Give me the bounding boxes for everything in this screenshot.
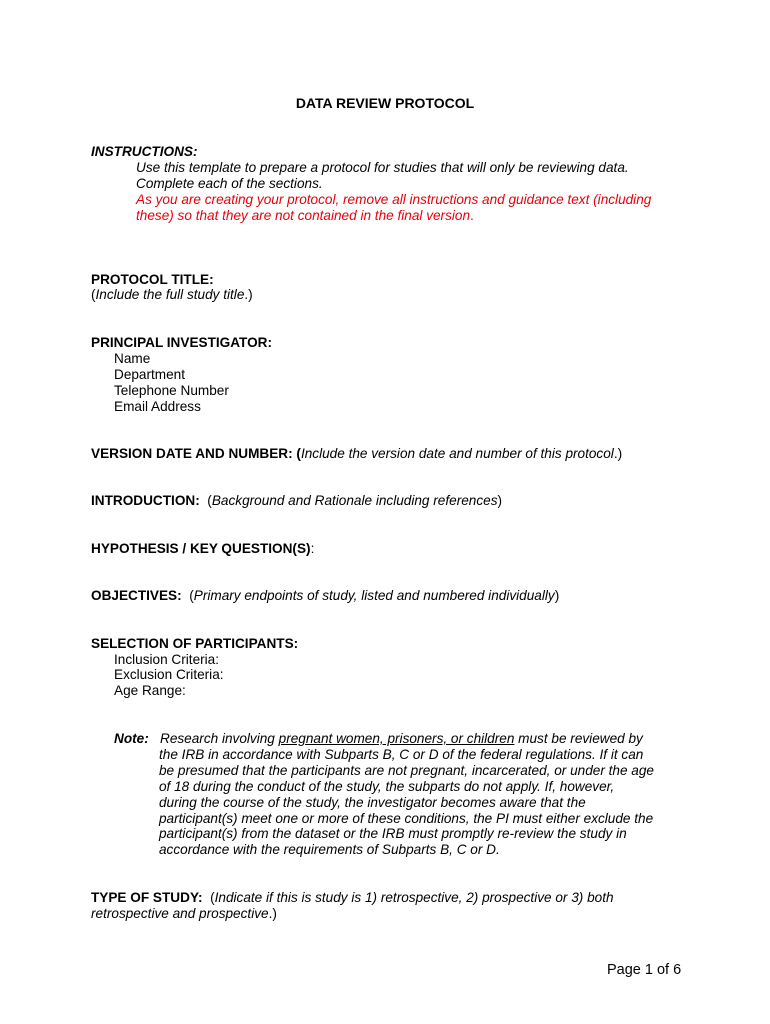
instructions-warning-line-1: As you are creating your protocol, remove all instructions and guidance text (including <box>136 192 652 207</box>
pi-item-department: Department <box>114 367 186 382</box>
paren-open: ( <box>202 890 215 905</box>
version-section <box>91 446 622 462</box>
instructions-line-2: Complete each of the sections. <box>136 176 323 191</box>
introduction-label: INTRODUCTION: <box>91 493 200 508</box>
pi-item-telephone: Telephone Number <box>114 383 229 398</box>
hypothesis-section <box>91 541 314 557</box>
type-of-study-section <box>91 890 614 906</box>
protocol-title-label: PROTOCOL TITLE: <box>91 272 214 287</box>
note-line: the IRB in accordance with Subparts B, C or D of the federal regulations. If it can <box>159 747 644 762</box>
colon: : <box>310 541 315 556</box>
note-line: during the course of the study, the investigator becomes aware that the <box>159 795 586 810</box>
note-line: participant(s) meet one or more of these conditions, the PI must either exclude the <box>159 811 654 826</box>
paren-open: ( <box>91 287 96 302</box>
instructions-line-1: Use this template to prepare a protocol for studies that will only be reviewing data. <box>136 160 629 175</box>
note-line: be presumed that the participants are not pregnant, incarcerated, or under the age <box>159 763 654 778</box>
guidance-text: Include the full study title <box>95 287 245 302</box>
objectives-section <box>91 588 559 604</box>
paren-close: .) <box>244 287 253 302</box>
objectives-label: OBJECTIVES: <box>91 588 182 603</box>
introduction-section <box>91 493 502 509</box>
selection-item-exclusion: Exclusion Criteria: <box>114 667 224 682</box>
note-underlined-text: pregnant women, prisoners, or children <box>278 731 515 746</box>
paren-open: ( <box>199 493 212 508</box>
selection-label: SELECTION OF PARTICIPANTS: <box>91 636 299 651</box>
selection-item-age-range: Age Range: <box>114 683 186 698</box>
introduction-guidance: Background and Rationale including references <box>211 493 498 508</box>
note-line: participant(s) from the dataset or the IRB must promptly re-review the study in <box>159 826 627 841</box>
type-of-study-guidance: Indicate if this is study is 1) retrospective, 2) prospective or 3) both <box>214 890 614 905</box>
principal-investigator-label: PRINCIPAL INVESTIGATOR: <box>91 335 273 350</box>
paren-close: ) <box>554 588 560 603</box>
protocol-title-guidance <box>91 287 253 303</box>
type-of-study-line-2 <box>91 906 277 922</box>
version-label: VERSION DATE AND NUMBER: ( <box>91 446 301 461</box>
note-text: must be reviewed by <box>514 731 643 746</box>
type-of-study-guidance: retrospective and prospective <box>91 906 269 921</box>
page-number: Page 1 of 6 <box>607 962 682 978</box>
pi-item-email: Email Address <box>114 399 201 414</box>
instructions-label: INSTRUCTIONS: <box>91 144 198 159</box>
paren-close: .) <box>268 906 277 921</box>
paren-close: .) <box>613 446 623 461</box>
note-text: Research involving <box>160 731 279 746</box>
objectives-guidance: Primary endpoints of study, listed and numbered individually <box>193 588 555 603</box>
note-first-line <box>160 731 643 747</box>
selection-item-inclusion: Inclusion Criteria: <box>114 652 220 667</box>
type-of-study-label: TYPE OF STUDY: <box>91 890 203 905</box>
hypothesis-label: HYPOTHESIS / KEY QUESTION(S) <box>91 541 311 556</box>
instructions-warning-period: . <box>470 208 474 223</box>
paren-close: ) <box>497 493 503 508</box>
paren-open: ( <box>181 588 194 603</box>
instructions-warning-text: these) so that they are not contained in the final version <box>136 208 471 223</box>
instructions-warning-line-2 <box>136 208 474 224</box>
note-label: Note: <box>114 731 149 746</box>
document-title: DATA REVIEW PROTOCOL <box>295 95 475 111</box>
note-line: of 18 during the conduct of the study, the subparts do not apply. If, however, <box>159 779 615 794</box>
version-guidance: Include the version date and number of this protocol <box>300 446 614 461</box>
note-line: accordance with the requirements of Subparts B, C or D. <box>159 842 500 857</box>
pi-item-name: Name <box>114 351 151 366</box>
